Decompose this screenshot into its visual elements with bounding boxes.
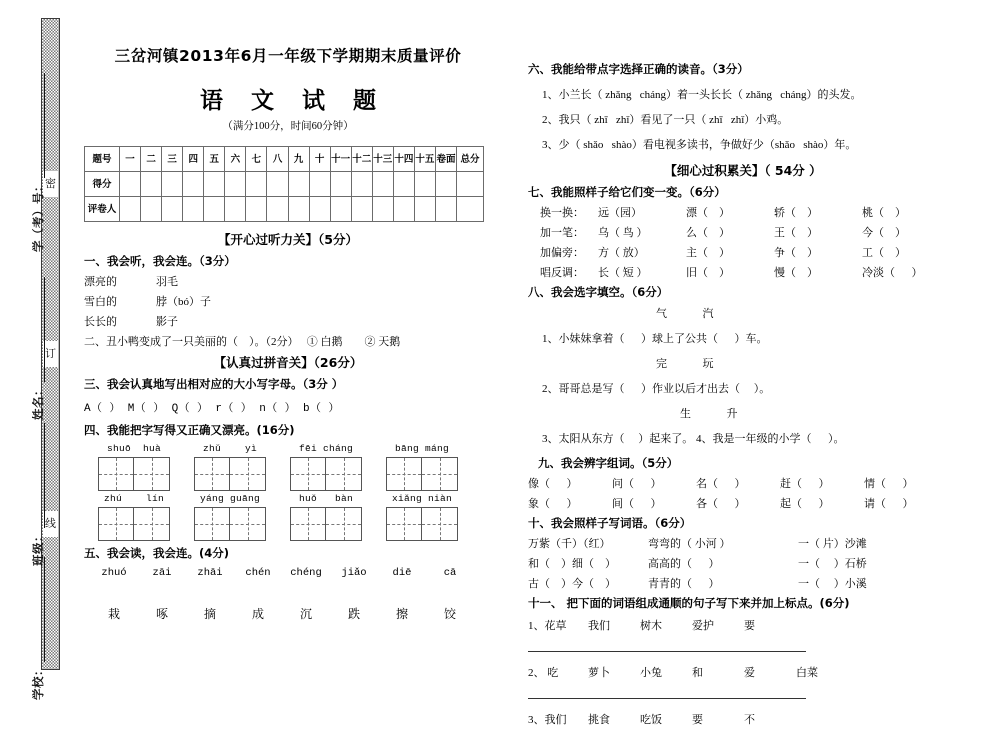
scrambled-word[interactable]: 不 [744,714,755,726]
writing-grid-cell [386,443,458,491]
score-table-cell[interactable] [288,172,309,197]
writing-grid-cell [290,443,362,491]
score-table-cell[interactable] [246,197,267,222]
right-column [528,58,958,729]
word-pattern-item[interactable]: 高高的（ ） [648,558,720,570]
exam-meta: （满分100分，时间60分钟） [222,121,354,132]
scrambled-word[interactable]: 小兔 [640,667,662,679]
writing-grid-cell [194,493,266,541]
question-10-rows [528,535,958,591]
question-4-heading: 四、我能把字写得又正确又漂亮。(16分) [84,423,295,437]
score-table-cell[interactable] [246,172,267,197]
scrambled-word[interactable]: 挑食 [588,714,610,726]
scrambled-word[interactable]: 萝卜 [588,667,610,679]
question-7-heading: 七、我能照样子给它们变一变。（6分） [528,185,726,199]
score-table-column-header: 十四 [393,147,414,172]
match-right-word[interactable]: 影子 [156,316,178,328]
hanzi-token[interactable]: 跌 [347,607,360,621]
grid-pinyin-label: bāng máng [394,443,449,454]
word-pattern-row [528,535,958,551]
score-table-column-header: 十三 [372,147,393,172]
tianzige-square[interactable] [194,507,230,541]
score-table-cell[interactable] [204,172,225,197]
score-table-cell[interactable] [183,197,204,222]
tianzige-box[interactable] [290,507,362,541]
choice-hint: 完 玩 [656,357,730,370]
scrambled-word[interactable]: 和 [692,667,703,679]
score-table-cell[interactable] [204,197,225,222]
grid-pinyin-label: yáng guāng [199,493,260,504]
word-pattern-item[interactable]: 万紫（千）（红） [528,538,611,550]
score-table-column-header: 四 [183,147,204,172]
score-table-column-header: 七 [246,147,267,172]
score-table-cell[interactable] [414,172,435,197]
score-table-cell[interactable] [330,172,351,197]
score-table-total-cell[interactable] [457,197,484,222]
tianzige-square[interactable] [326,507,362,541]
choice-hint: 气 汽 [656,307,730,320]
scrambled-word[interactable]: 我们 [588,620,610,632]
question-6-item[interactable]: 2、我只（ zhī zhǐ）看见了一只（ zhī zhǐ）小鸡。 [542,114,789,126]
tianzige-square[interactable] [98,457,134,491]
score-table-cell[interactable] [162,197,183,222]
question-6-heading: 六、我能给带点字选择正确的读音。（3分） [528,62,749,76]
transform-item[interactable]: 远（园） [598,207,642,219]
transform-item[interactable]: 方（ 放） [598,247,645,259]
match-right-word[interactable]: 脖（bó）子 [156,296,211,308]
score-table-total-cell[interactable] [457,172,484,197]
distinguish-char-item[interactable]: 各（ ） [696,498,746,510]
score-table-row-header: 得分 [85,172,120,197]
score-table-cell[interactable] [372,197,393,222]
grid-pinyin-label: zhǔ yì [202,443,257,454]
score-table-cell[interactable] [351,172,372,197]
grid-pinyin-label: huǒ bàn [298,493,353,504]
scrambled-sentence-row [528,711,958,727]
score-table-cell[interactable] [183,172,204,197]
score-table-row [85,197,484,222]
transform-item[interactable]: 么（ ） [686,227,730,239]
grid-pinyin-label: zhú lín [103,493,164,504]
seal-char-3: 线 [43,511,58,537]
question-7-rows [528,204,958,280]
scrambled-word[interactable]: 3、我们 [528,714,567,726]
writing-grid-cell [194,443,266,491]
gate-title-pinyin: 【认真过拼音关】（26分） [213,355,363,370]
question-11-items [528,617,958,727]
scrambled-sentence-row [528,617,958,633]
match-pair-row[interactable] [84,273,492,289]
scrambled-word[interactable]: 要 [692,714,703,726]
question-1-heading: 一、我会听，我会连。（3分） [84,254,236,268]
scrambled-sentence-row [528,664,958,680]
distinguish-char-item[interactable]: 名（ ） [696,478,746,490]
question-3-heading: 三、我会认真地写出相对应的大小写字母。（3分 ） [84,377,344,391]
score-table-cell[interactable] [393,197,414,222]
score-table-column-header: 十五 [414,147,435,172]
word-pattern-item[interactable]: 弯弯的（ 小河 ） [648,538,731,550]
score-table-cell[interactable] [435,197,456,222]
grid-pinyin-label: shuō huà [106,443,161,454]
tianzige-box[interactable] [98,507,170,541]
tianzige-square[interactable] [290,507,326,541]
tianzige-square[interactable] [326,457,362,491]
word-pattern-row [528,575,958,591]
question-6-item[interactable]: 1、小兰长（ zhǎng cháng）着一头长长（ zhǎng cháng）的头发。 [542,89,862,101]
score-table-cell[interactable] [330,197,351,222]
tianzige-box[interactable] [98,457,170,491]
question-5-hanzi-row[interactable] [90,605,492,622]
tianzige-square[interactable] [134,507,170,541]
score-table-row-header: 评卷人 [85,197,120,222]
transform-row-label: 唱反调： [540,267,584,279]
score-table-cell[interactable] [288,197,309,222]
writing-grid-row [84,493,492,541]
match-pair-row[interactable] [84,293,492,309]
transform-item[interactable]: 长（ 短 ） [598,267,648,279]
word-pattern-item[interactable]: 一（ 片）沙滩 [798,538,867,550]
question-8-heading: 八、我会选字填空。（6分） [528,285,669,299]
tianzige-square[interactable] [290,457,326,491]
student-field-label: 姓名： [31,384,45,420]
scrambled-word[interactable]: 1、花草 [528,620,567,632]
score-table-cell[interactable] [225,172,246,197]
word-pattern-item[interactable]: 青青的（ ） [648,578,720,590]
tianzige-box[interactable] [290,457,362,491]
grid-pinyin-label: fēi cháng [298,443,353,454]
hanzi-token[interactable]: 栽 [107,607,120,621]
word-pattern-item[interactable]: 和（ ）细（ ） [528,558,616,570]
gate-title-accumulation: 【细心过积累关】（ 54分 ） [664,163,822,178]
distinguish-char-item[interactable]: 问（ ） [612,478,662,490]
pinyin-token[interactable]: zāi [152,567,172,579]
pinyin-token[interactable]: chén [245,567,271,579]
match-pair-row[interactable] [84,313,492,329]
distinguish-char-item[interactable]: 象（ ） [528,498,578,510]
transform-item[interactable]: 今（ ） [862,227,906,239]
transform-row [528,244,958,260]
question-9-rows [528,475,958,511]
scrambled-word[interactable]: 爱护 [692,620,714,632]
transform-row-label: 加一笔： [540,227,584,239]
transform-item[interactable]: 慢（ ） [774,267,818,279]
pinyin-token[interactable]: zhāi [197,567,223,579]
writing-grid-row [84,443,492,491]
match-left-word[interactable]: 长长的 [84,316,117,328]
question-1-match-list [84,273,492,329]
fill-blank-sentence[interactable]: 2、哥哥总是写（ ）作业以后才出去（ ）。 [542,383,771,395]
distinguish-char-item[interactable]: 请（ ） [864,498,914,510]
writing-grid-cell [98,493,170,541]
student-field-label: 学校： [31,664,45,700]
fill-rule [33,73,45,178]
word-pattern-row [528,555,958,571]
tianzige-square[interactable] [386,457,422,491]
transform-item[interactable]: 主（ ） [686,247,730,259]
hanzi-token[interactable]: 摘 [203,607,216,621]
score-table-column-header: 十一 [330,147,351,172]
pinyin-token[interactable]: diē [392,567,412,579]
score-table-cell[interactable] [120,172,141,197]
writing-grid-cell [290,493,362,541]
hanzi-token[interactable]: 啄 [155,607,168,621]
score-table-column-header: 六 [225,147,246,172]
scrambled-word[interactable]: 树木 [640,620,662,632]
transform-row [528,264,958,280]
tianzige-box[interactable] [194,507,266,541]
distinguish-char-item[interactable]: 情（ ） [864,478,914,490]
scrambled-word[interactable]: 要 [744,620,755,632]
score-table [84,146,484,222]
tianzige-square[interactable] [422,507,458,541]
answer-write-line[interactable] [528,650,806,652]
fill-blank-sentence[interactable]: 3、太阳从东方（ ）起来了。 4、我是一年级的小学（ ）。 [542,433,845,445]
transform-item[interactable]: 漂（ ） [686,207,730,219]
score-table-cell[interactable] [393,172,414,197]
hanzi-token[interactable]: 成 [251,607,264,621]
match-right-word[interactable]: 羽毛 [156,276,178,288]
transform-row [528,204,958,220]
tianzige-square[interactable] [134,457,170,491]
score-table-column-header: 十二 [351,147,372,172]
score-table-cell[interactable] [267,197,288,222]
left-column [84,44,492,622]
score-table-cell[interactable] [435,172,456,197]
tianzige-box[interactable] [194,457,266,491]
score-table-cell[interactable] [141,197,162,222]
seal-char-1: 密 [43,171,58,197]
hanzi-token[interactable]: 擦 [395,607,408,621]
transform-item[interactable]: 王（ ） [774,227,818,239]
score-table-column-header: 八 [267,147,288,172]
fill-rule [33,557,45,662]
question-10-heading: 十、我会照样子写词语。（6分） [528,516,692,530]
transform-item[interactable]: 争（ ） [774,247,818,259]
distinguish-char-row [528,475,958,491]
scrambled-word[interactable]: 爱 [744,667,755,679]
score-table-cell[interactable] [351,197,372,222]
student-field-label: 学（考）号： [31,180,45,252]
score-table-column-header: 九 [288,147,309,172]
writing-grid-cell [98,443,170,491]
tianzige-box[interactable] [386,507,458,541]
pinyin-token[interactable]: chéng [290,567,322,579]
student-field-label: 班级： [31,530,45,566]
distinguish-char-row [528,495,958,511]
question-5-match [84,567,492,622]
score-table-cell[interactable] [162,172,183,197]
distinguish-char-item[interactable]: 起（ ） [780,498,830,510]
hanzi-token[interactable]: 饺 [443,607,456,621]
question-5-heading: 五、我会读，我会连。(4分) [84,546,230,560]
tianzige-square[interactable] [194,457,230,491]
choice-hint: 生 升 [680,407,754,420]
distinguish-char-item[interactable]: 间（ ） [612,498,662,510]
score-table-column-header: 十 [309,147,330,172]
scrambled-word[interactable]: 2、 吃 [528,667,559,679]
fill-blank-sentence[interactable]: 1、小妹妹拿着（ ）球上了公共（ ）车。 [542,333,768,345]
pinyin-token[interactable]: jiǎo [341,567,367,579]
word-pattern-item[interactable]: 一（ ）小溪 [798,578,867,590]
question-3-letters[interactable]: A（ ） M（ ） Q（ ） r（ ） n（ ） b（ ） [84,403,340,415]
pinyin-token[interactable]: zhuó [101,567,127,579]
grid-pinyin-label: xiǎng niàn [391,493,452,504]
scrambled-word[interactable]: 吃饭 [640,714,662,726]
scrambled-word[interactable]: 白菜 [796,667,818,679]
match-left-word[interactable]: 漂亮的 [84,276,117,288]
student-field-school [30,500,52,700]
question-8-items [528,305,958,446]
question-6-items [528,86,958,152]
score-table-row [85,172,484,197]
tianzige-square[interactable] [422,457,458,491]
transform-row [528,224,958,240]
transform-row-label: 加偏旁： [540,247,584,259]
word-pattern-item[interactable]: 古（ ）今（ ） [528,578,616,590]
score-table-cell[interactable] [141,172,162,197]
transform-item[interactable]: 旧（ ） [686,267,730,279]
score-table-cell[interactable] [414,197,435,222]
transform-item[interactable]: 轿（ ） [774,207,818,219]
score-table-cell[interactable] [267,172,288,197]
seal-char-2: 订 [43,341,58,367]
score-table-column-header: 卷面 [435,147,456,172]
question-5-pinyin-row[interactable] [90,567,492,579]
word-pattern-item[interactable]: 一（ ）石桥 [798,558,867,570]
exam-title: 三岔河镇2013年6月一年级下学期期末质量评价 [114,47,462,65]
transform-item[interactable]: 冷淡（ ） [862,267,923,279]
pinyin-token[interactable]: cā [443,567,457,579]
hanzi-token[interactable]: 沉 [299,607,312,621]
transform-item[interactable]: 工（ ） [862,247,906,259]
distinguish-char-item[interactable]: 赶（ ） [780,478,830,490]
transform-item[interactable]: 桃（ ） [862,207,906,219]
writing-grid-cell [386,493,458,541]
subject-title: 语 文 试 题 [199,88,387,114]
answer-write-line[interactable] [528,697,806,699]
score-table-cell[interactable] [120,197,141,222]
question-11-heading: 十一、 把下面的词语组成通顺的句子写下来并加上标点。(6分) [528,596,850,610]
score-table-cell[interactable] [309,172,330,197]
score-table-column-header: 一 [120,147,141,172]
tianzige-square[interactable] [230,507,266,541]
tianzige-box[interactable] [386,457,458,491]
transform-row-label: 换一换： [540,207,584,219]
question-4-writing-grids [84,443,492,541]
transform-item[interactable]: 乌（ 鸟 ） [598,227,648,239]
score-table-row [85,147,484,172]
question-9-heading: 九、我会辨字组词。（5分） [538,456,679,470]
question-6-item[interactable]: 3、少（ shǎo shào）看电视多读书，争做好少（shǎo shào）年。 [542,139,857,151]
score-table-column-header: 五 [204,147,225,172]
score-table-cell[interactable] [372,172,393,197]
tianzige-square[interactable] [98,507,134,541]
score-table-cell[interactable] [309,197,330,222]
question-2-line[interactable]: 二、丑小鸭变成了一只美丽的（ ）。（2分） ① 白鹅 ② 天鹅 [84,336,401,348]
score-table-row-header: 题号 [85,147,120,172]
tianzige-square[interactable] [230,457,266,491]
score-table-column-header: 二 [141,147,162,172]
score-table-total-header: 总分 [457,147,484,172]
tianzige-square[interactable] [386,507,422,541]
gate-title-listening: 【开心过听力关】（5分） [218,232,358,247]
match-left-word[interactable]: 雪白的 [84,296,117,308]
score-table-cell[interactable] [225,197,246,222]
score-table-column-header: 三 [162,147,183,172]
distinguish-char-item[interactable]: 像（ ） [528,478,578,490]
